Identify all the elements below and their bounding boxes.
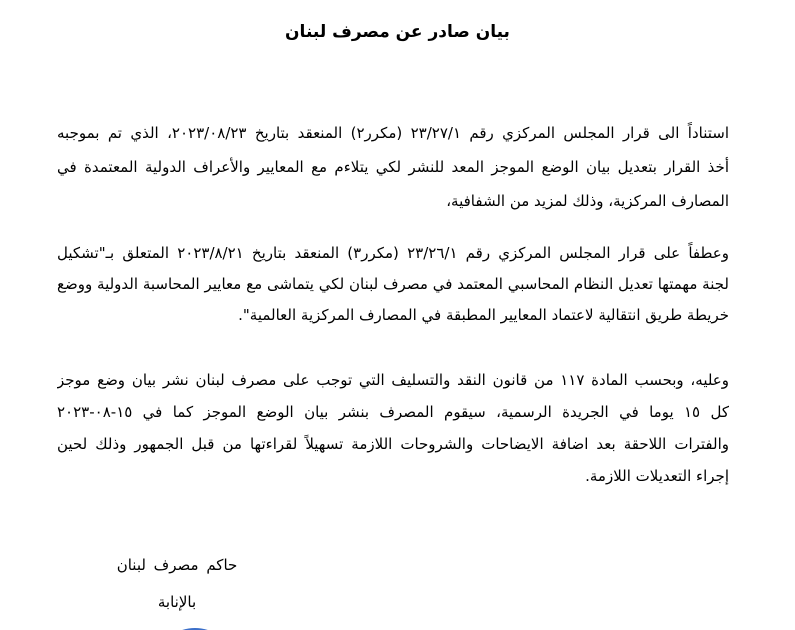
- signature-subtitle: بالإنابة: [157, 593, 197, 611]
- paragraph-line: خريطة طريق انتقالية لاعتماد المعايير المطبقة في المصارف المركزية العالمية".: [238, 306, 729, 324]
- paragraph-line: والفترات اللاحقة بعد اضافة الايضاحات والشروحات اللازمة تسهيلاً لقراءتها من قبل الجمهور وذلك لحين: [57, 435, 729, 453]
- paragraph-line: المصارف المركزية، وذلك لمزيد من الشفافية،: [446, 192, 729, 210]
- seal-stamp-icon: [150, 606, 240, 630]
- paragraph-line: وعطفاً على قرار المجلس المركزي رقم ٢٣/٢٦/١ (مكرر٣) المنعقد بتاريخ ٢٠٢٣/٨/٢١ المتعلق بـ"تشكيل: [57, 244, 729, 262]
- signature-title: حاكم مصرف لبنان: [116, 556, 238, 574]
- paragraph-3: [57, 364, 729, 492]
- document-title: بيان صادر عن مصرف لبنان: [285, 22, 510, 42]
- paragraph-line: وعليه، وبحسب المادة ١١٧ من قانون النقد والتسليف التي توجب على مصرف لبنان نشر بيان وضع موجز: [57, 371, 729, 389]
- paragraph-line: كل ١٥ يوما في الجريدة الرسمية، سيقوم المصرف بنشر بيان الوضع الموجز كما في ١٥-٠٨-٢٠٢٣: [57, 403, 729, 421]
- paragraph-line: إجراء التعديلات اللازمة.: [585, 467, 729, 485]
- paragraph-line: أخذ القرار بتعديل بيان الوضع الموجز المعد للنشر لكي يتلاءم مع المعايير والأعراف الدولية المعتمدة في: [57, 158, 729, 176]
- paragraph-2: [57, 238, 729, 331]
- paragraph-line: لجنة مهمتها تعديل النظام المحاسبي المعتمد في مصرف لبنان لكي يتماشى مع معايير المحاسبة الدولية ووضع: [57, 275, 729, 293]
- paragraph-1: [57, 116, 729, 218]
- paragraph-line: استناداً الى قرار المجلس المركزي رقم ٢٣/٢٧/١ (مكرر٢) المنعقد بتاريخ ٢٠٢٣/٠٨/٢٣، الذي تم بموجبه: [57, 124, 729, 142]
